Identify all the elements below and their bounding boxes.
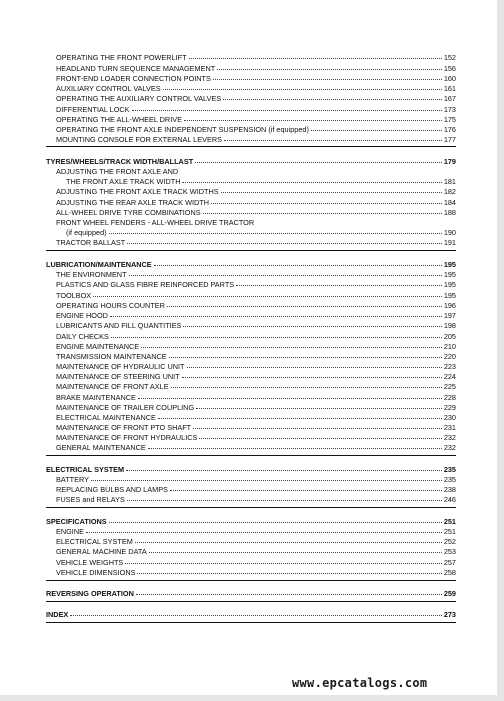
- toc-entry[interactable]: MAINTENANCE OF HYDRAULIC UNIT 223: [56, 362, 456, 371]
- toc-entry[interactable]: ALL-WHEEL DRIVE TYRE COMBINATIONS 188: [56, 208, 456, 217]
- section-divider: [46, 507, 456, 508]
- toc-entry[interactable]: TRACTOR BALLAST 191: [56, 238, 456, 247]
- toc-entry[interactable]: REPLACING BULBS AND LAMPS 238: [56, 485, 456, 494]
- toc-entry-line[interactable]: ADJUSTING THE FRONT AXLE AND: [56, 167, 179, 176]
- toc-entry[interactable]: GENERAL MAINTENANCE 232: [56, 443, 456, 452]
- section-divider: [46, 601, 456, 602]
- toc-entry[interactable]: GENERAL MACHINE DATA 253: [56, 547, 456, 556]
- toc-entry[interactable]: MAINTENANCE OF FRONT PTO SHAFT 231: [56, 423, 456, 432]
- toc-entry[interactable]: HEADLAND TURN SEQUENCE MANAGEMENT 156: [56, 64, 456, 73]
- toc-entry[interactable]: OPERATING THE FRONT AXLE INDEPENDENT SUSPENSION (if equipped) 176: [56, 125, 456, 134]
- toc-entry[interactable]: (if equipped) 190: [66, 228, 456, 237]
- toc-entry[interactable]: ELECTRICAL SYSTEM 252: [56, 537, 456, 546]
- toc-entry[interactable]: ELECTRICAL MAINTENANCE 230: [56, 413, 456, 422]
- toc-entry[interactable]: MAINTENANCE OF STEERING UNIT 224: [56, 372, 456, 381]
- toc-section-heading[interactable]: LUBRICATION/MAINTENANCE 195: [46, 260, 456, 269]
- toc-entry[interactable]: OPERATING HOURS COUNTER 196: [56, 301, 456, 310]
- toc-entry[interactable]: MAINTENANCE OF FRONT HYDRAULICS 232: [56, 433, 456, 442]
- toc-entry[interactable]: LUBRICANTS AND FILL QUANTITIES 198: [56, 321, 456, 330]
- toc-section-heading[interactable]: REVERSING OPERATION 259: [46, 589, 456, 598]
- toc-entry[interactable]: VEHICLE WEIGHTS 257: [56, 558, 456, 567]
- toc-entry[interactable]: ENGINE HOOD 197: [56, 311, 456, 320]
- toc-entry[interactable]: MAINTENANCE OF TRAILER COUPLING 229: [56, 403, 456, 412]
- toc-entry[interactable]: MAINTENANCE OF FRONT AXLE 225: [56, 382, 456, 391]
- section-divider: [46, 250, 456, 251]
- section-divider: [46, 622, 456, 623]
- toc-entry[interactable]: OPERATING THE ALL-WHEEL DRIVE 175: [56, 115, 456, 124]
- toc-entry[interactable]: OPERATING THE FRONT POWERLIFT 152: [56, 53, 456, 62]
- toc-entry[interactable]: ADJUSTING THE FRONT AXLE TRACK WIDTHS 182: [56, 187, 456, 196]
- toc-section-heading[interactable]: ELECTRICAL SYSTEM 235: [46, 465, 456, 474]
- section-divider: [46, 146, 456, 147]
- toc-entry[interactable]: ENGINE 251: [56, 527, 456, 536]
- toc-entry[interactable]: PLASTICS AND GLASS FIBRE REINFORCED PARTS 195: [56, 280, 456, 289]
- toc-section-heading[interactable]: SPECIFICATIONS 251: [46, 517, 456, 526]
- toc-entry[interactable]: TOOLBOX 195: [56, 291, 456, 300]
- toc-entry[interactable]: BATTERY 235: [56, 475, 456, 484]
- toc-entry[interactable]: THE ENVIRONMENT 195: [56, 270, 456, 279]
- toc-entry[interactable]: DAILY CHECKS 205: [56, 332, 456, 341]
- toc-entry[interactable]: BRAKE MAINTENANCE 228: [56, 393, 456, 402]
- toc-entry[interactable]: AUXILIARY CONTROL VALVES 161: [56, 84, 456, 93]
- toc-entry[interactable]: MOUNTING CONSOLE FOR EXTERNAL LEVERS 177: [56, 135, 456, 144]
- toc-entry[interactable]: DIFFERENTIAL LOCK 173: [56, 105, 456, 114]
- toc-entry[interactable]: TRANSMISSION MAINTENANCE 220: [56, 352, 456, 361]
- section-divider: [46, 580, 456, 581]
- toc-entry[interactable]: ENGINE MAINTENANCE 210: [56, 342, 456, 351]
- toc-entry[interactable]: THE FRONT AXLE TRACK WIDTH 181: [66, 177, 456, 186]
- toc-entry[interactable]: FUSES and RELAYS 246: [56, 495, 456, 504]
- toc-section-heading[interactable]: TYRES/WHEELS/TRACK WIDTH/BALLAST 179: [46, 157, 456, 166]
- watermark-url: www.epcatalogs.com: [292, 676, 428, 690]
- toc-entry[interactable]: FRONT-END LOADER CONNECTION POINTS 160: [56, 74, 456, 83]
- toc-section-heading[interactable]: INDEX 273: [46, 610, 456, 619]
- toc-entry-line[interactable]: FRONT WHEEL FENDERS - ALL-WHEEL DRIVE TRACTOR: [56, 218, 255, 227]
- toc-entry[interactable]: VEHICLE DIMENSIONS 258: [56, 568, 456, 577]
- toc-entry[interactable]: OPERATING THE AUXILIARY CONTROL VALVES 167: [56, 94, 456, 103]
- section-divider: [46, 455, 456, 456]
- toc-entry[interactable]: ADJUSTING THE REAR AXLE TRACK WIDTH 184: [56, 198, 456, 207]
